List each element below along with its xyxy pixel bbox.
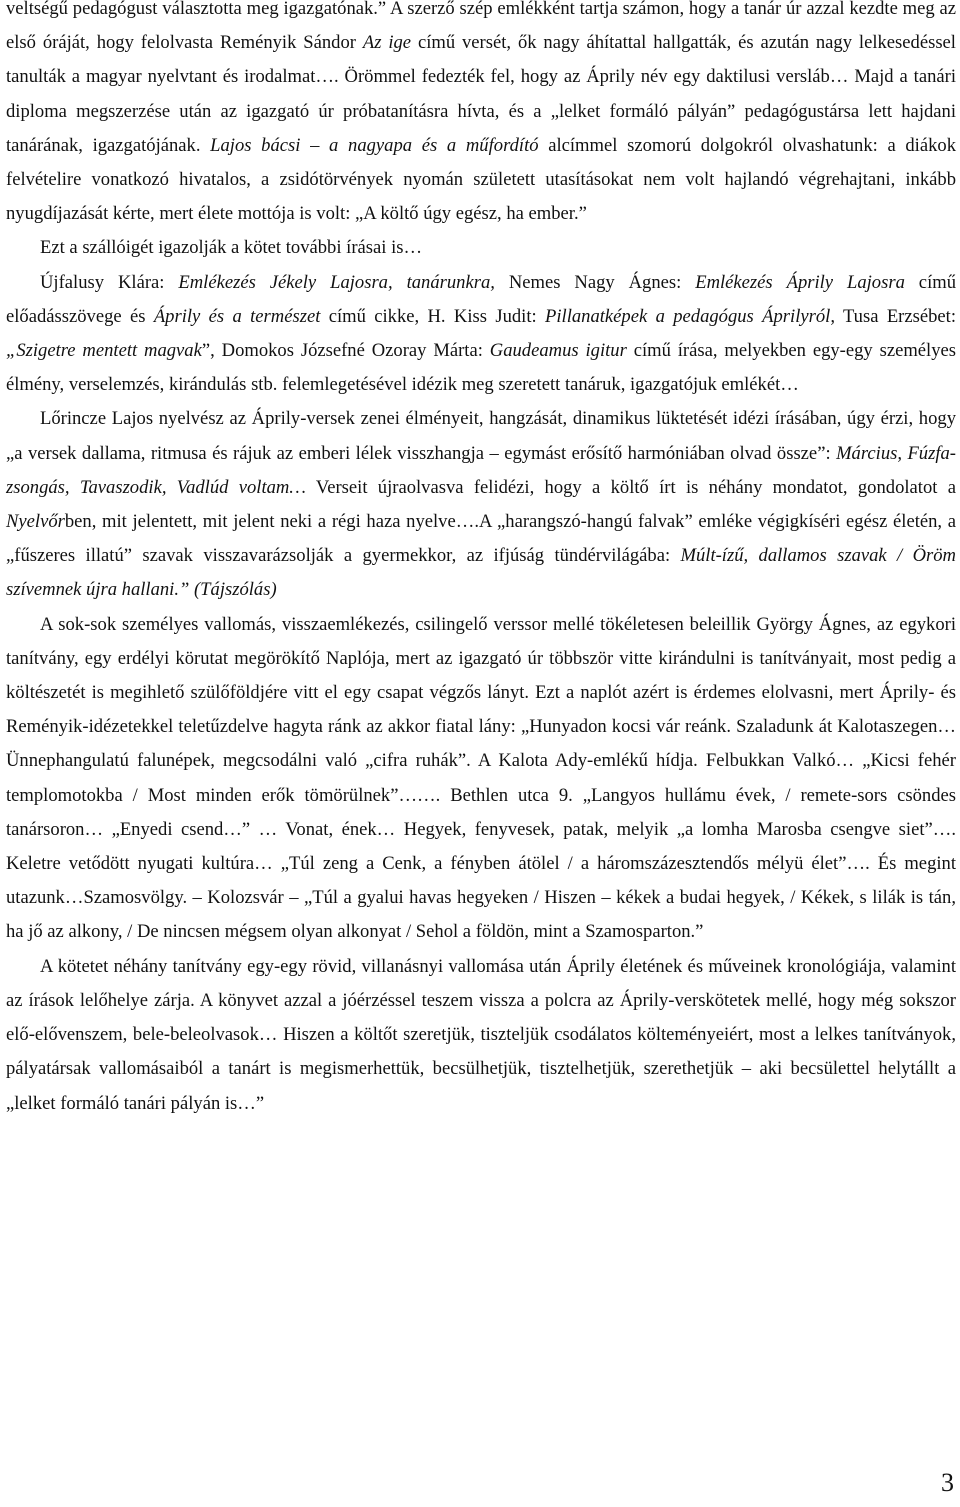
italic-text: Nyelvőr (6, 511, 65, 533)
text-run: című cikke, H. Kiss Judit: (320, 305, 546, 327)
text-run: Nemes Nagy Ágnes: (494, 271, 696, 293)
text-run: című írása, melyekben egy-egy személyes élmény, verselemzés, kirándulás stb. felemlegetésével idézik meg szeretett tanáruk, igazgatójuk emlékét… (6, 340, 957, 396)
text-run: A sok-sok személyes vallomás, visszaemlékezés, csilingelő verssor mellé tökéletesen beleillik György Ágnes, az egykori tanítvány, egy erdélyi körutat megörökítő Naplója, mert az igazgató úr többször vitte kirándulni is tanítványait, most pedig a költészetét is megihlető szülőföldjére vitt el egy csapat végzős lányt. Ezt a naplót azért is érdemes elolvasni, mert Áprily- és Reményik-idézetekkel teletűzdelve hagyta ránk az akkor fiatal lány: „Hunyadon kocsi vár reánk. Szaladunk át Kalotaszegen… Ünnephangulatú falunépek, megcsodálni való „cifra ruhák”. A Kalota Ady-emlékű hídja. Felbukkan Valkó… „Kicsi fehér templomotokba / Most minden erők tömörülnek”……. Bethlen utca 9. „Langyos hullámu évek, / remete-sors csöndes tanársoron… „Enyedi csend…” … Vonat, ének… Hegyek, fenyvesek, patak, melyik „a lomha Marosba csengve siet”…. Keletre vetődött nyugati kultúra… „Túl zeng a Cenk, a fényben átölel / a háromszázesztendős mélyü élet”…. És megint utazunk…Szamosvölgy. – Kolozsvár – „Túl a gyalui havas hegyeken / Hiszen – kékek a budai hegyek, / Kékek, s lilák is tán, ha jő az alkony, / De nincsen mégsem olyan alkonyat / Sehol a földön, mint a Szamosparton.” (6, 613, 956, 943)
text-run: Verseit újraolvasva felidézi, hogy a költő írt is néhány mondatot, gondolatot a (305, 476, 956, 498)
italic-text: Áprily és a természet (153, 305, 321, 327)
italic-text: Emlékezés Áprily Lajosra (695, 271, 905, 293)
italic-text: „Szigetre mentett magvak (6, 340, 202, 362)
text-run: ben, mit jelentett, mit jelent neki a régi haza nyelve….A „harangszó-hangú falvak” emléke végigkíséri egész életén, a „fűszeres illatú” szavak visszavarázsolják a gyermekkor, az ifjúság tündérvilágába: (6, 511, 956, 567)
text-run: veltségű pedagógust választotta meg igazgatónak.” A szerző szép emlékként tartja számon, hogy a tanár úr azzal kezdte meg az első óráját, hogy felolvasta Reményik Sándor (6, 0, 956, 54)
page-number: 3 (941, 1468, 954, 1497)
text-run: Újfalusy Klára: (40, 271, 179, 293)
italic-text: Múlt-ízű, dallamos szavak / Öröm szívemnek újra hallani.” (Tájszólás) (6, 545, 956, 601)
text-run: Lőrincze Lajos nyelvész az Áprily-versek zenei élményeit, hangzását, dinamikus lüktetését idézi írásában, úgy érzi, hogy „a versek dallama, ritmusa és rájuk az emberi lélek visszhangja – egymást erősítő harmóniában olvad össze”: (6, 408, 956, 464)
paragraph-5 (6, 608, 956, 950)
italic-text: Pillanatképek a pedagógus Áprilyról, (545, 305, 835, 327)
paragraph-6 (6, 950, 956, 1121)
paragraph-2 (6, 231, 956, 265)
paragraph-3 (6, 266, 956, 403)
italic-text: Március, Fúzfa-zsongás, Tavaszodik, Vadlúd voltam… (6, 442, 956, 498)
italic-text: Az ige (362, 32, 412, 54)
text-run: A kötetet néhány tanítvány egy-egy rövid, villanásnyi vallomása után Áprily életének és műveinek kronológiája, valamint az írások lelőhelye zárja. A könyvet azzal a jóérzéssel teszem vissza a polcra az Áprily-verskötetek mellé, hogy még sokszor elő-elővenszem, bele-beleolvasok… Hiszen a költőt szeretjük, tiszteljük csodálatos költeményeiért, most a lelkes tanítványok, pályatársak vallomásaiból a tanárt is megismerhettük, becsülhetjük, tisztelhetjük, szerethetjük – aki becsülettel helytállt a „lelket formáló tanári pályán is…” (6, 955, 956, 1114)
text-run: ”, Domokos Józsefné Ozoray Márta: (201, 340, 490, 362)
paragraph-1 (6, 0, 956, 231)
italic-text: Lajos bácsi – a nagyapa és a műfordító (210, 134, 539, 156)
text-run: című előadásszövege és (6, 271, 956, 327)
text-run: Tusa Erzsébet: (834, 305, 956, 327)
text-run: című versét, ők nagy áhítattal hallgatták, és azután nagy lelkesedéssel tanulták a magyar nyelvtant és irodalmat…. Örömmel fedezték fel, hogy az Áprily név egy daktilusi versláb… Majd a tanári diploma megszerzése után az igazgató úr próbatanításra hívta, és a „lelket formáló pályán” pedagógustársa lett hajdani tanárának, igazgatójának. (6, 32, 956, 156)
paragraph-4 (6, 402, 956, 607)
body-text (6, 0, 956, 1121)
italic-text: Emlékezés Jékely Lajosra, tanárunkra, (178, 271, 495, 293)
text-run: Ezt a szállóigét igazolják a kötet további írásai is… (40, 237, 423, 259)
italic-text: Gaudeamus igitur (489, 340, 627, 362)
text-run: alcímmel szomorú dolgokról olvashatunk: a diákok felvételire vonatkozó hivatalos, a zsidótörvények nyomán született utasításokat nem volt hajlandó végrehajtani, inkább nyugdíjazását kérte, mert élete mottója is volt: „A költő úgy egész, ha ember.” (6, 134, 956, 225)
